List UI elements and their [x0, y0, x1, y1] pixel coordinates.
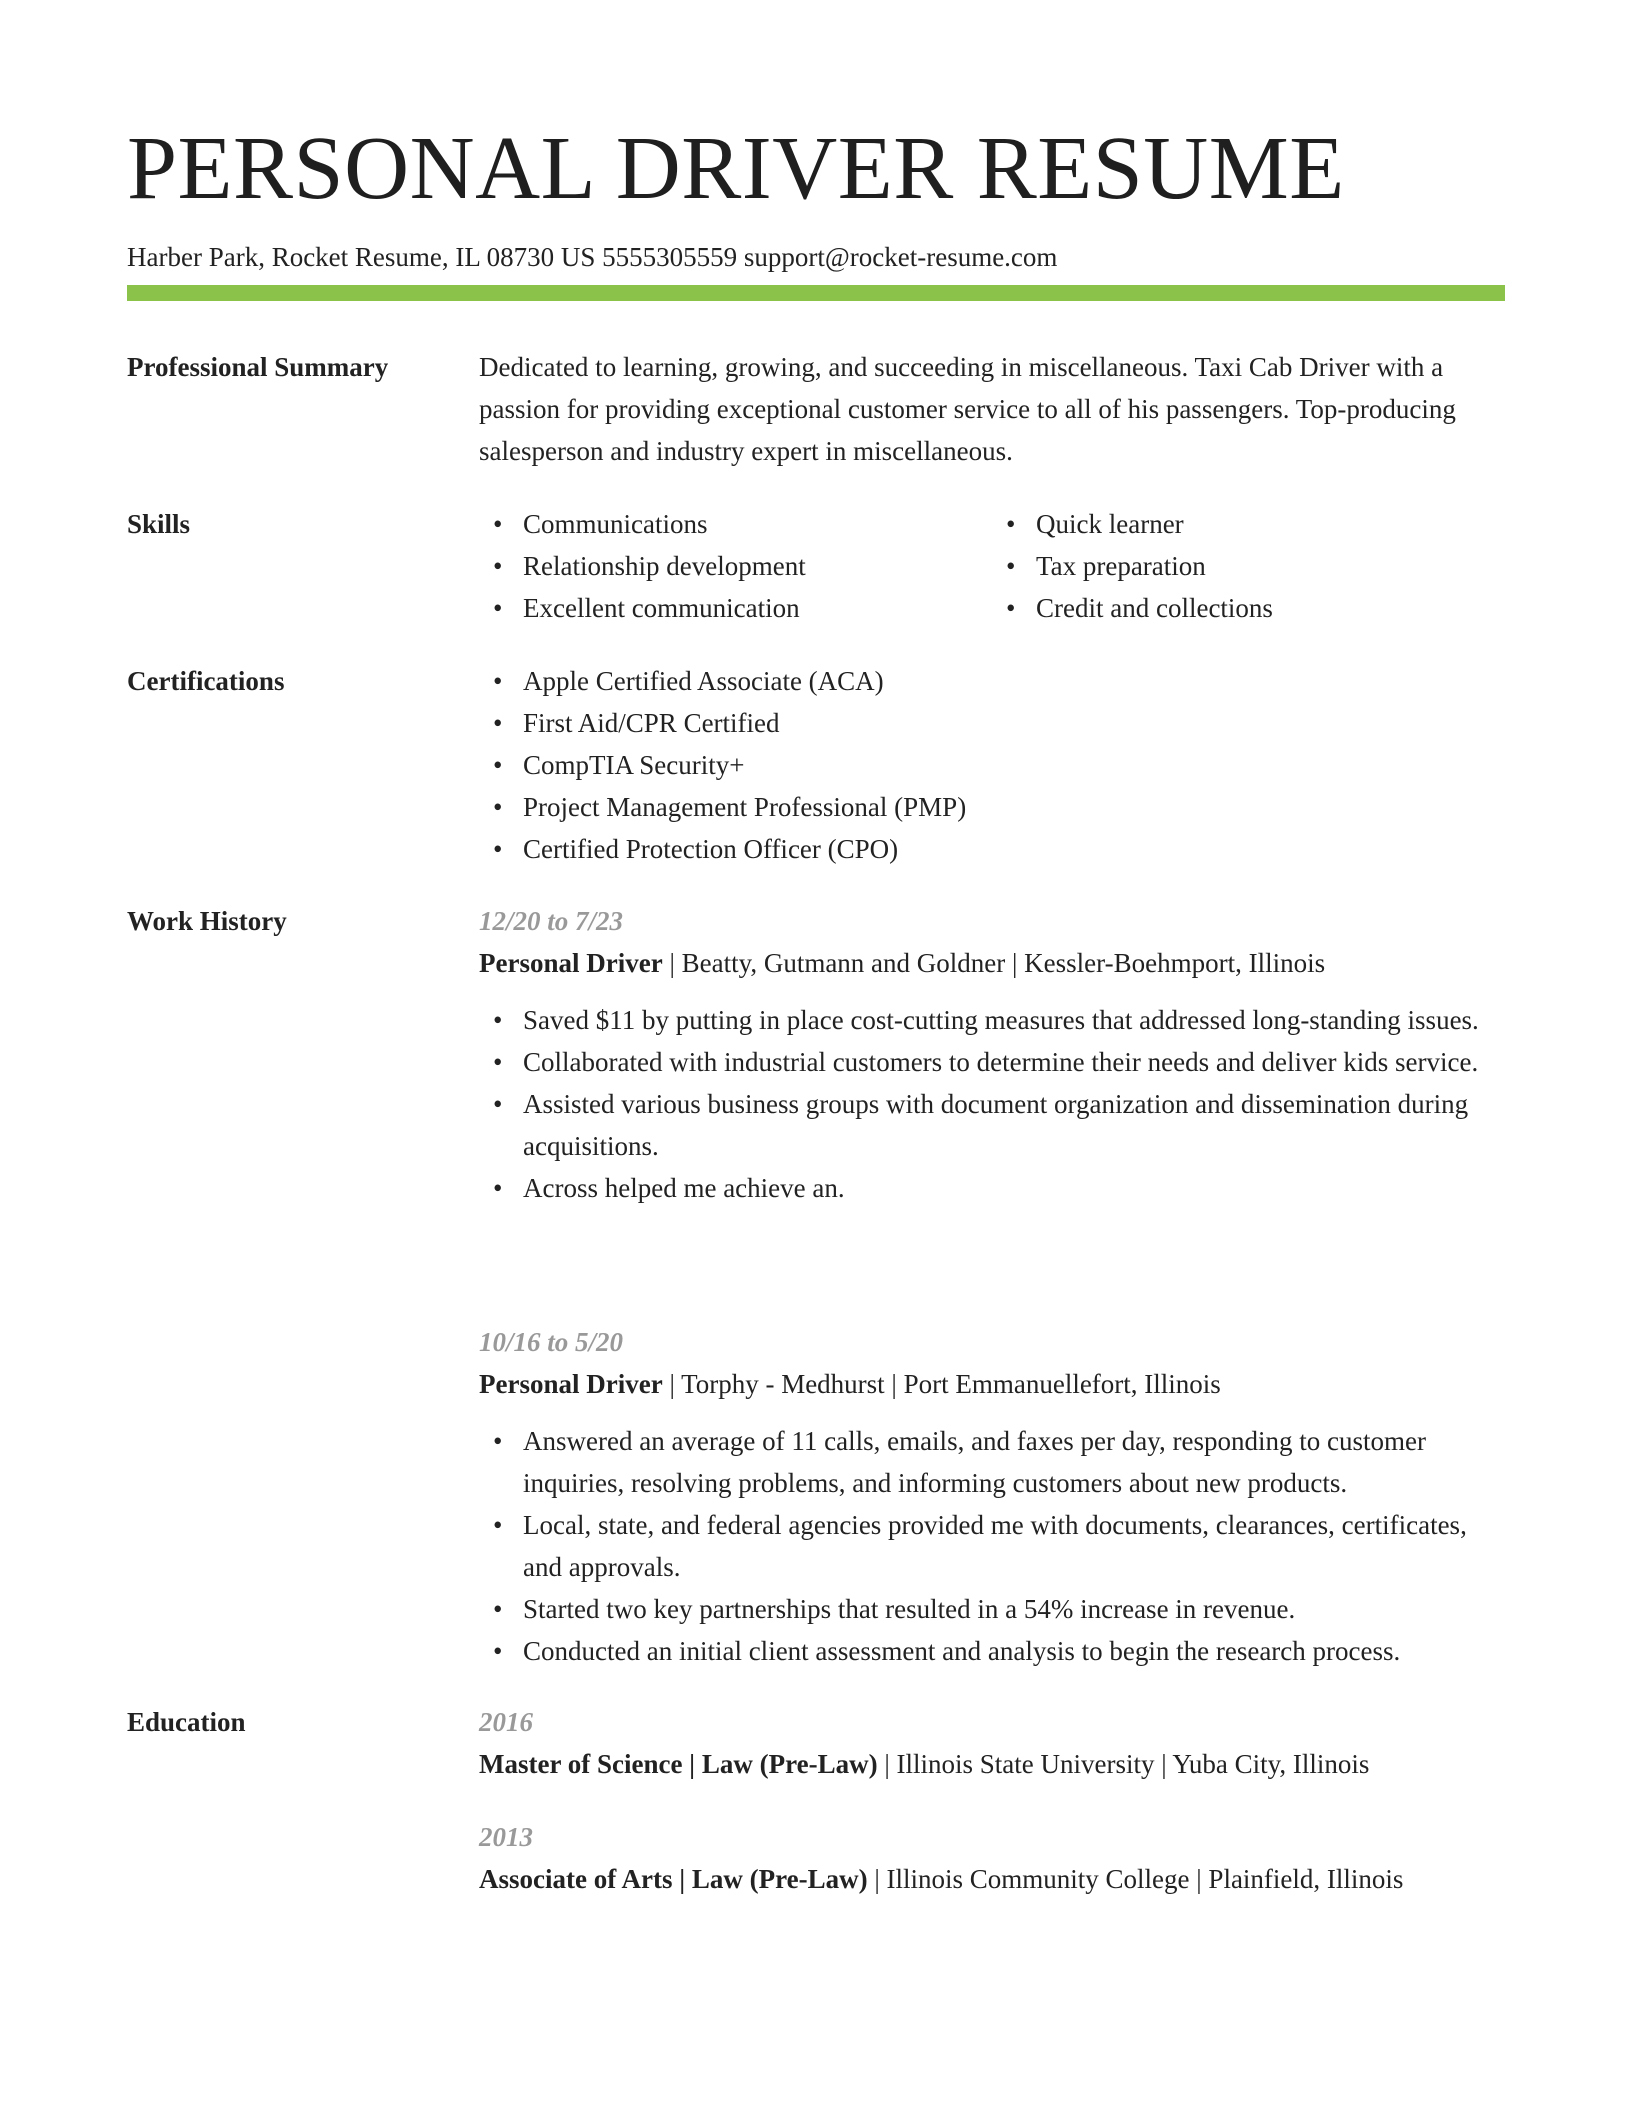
education-details: | Illinois State University | Yuba City, Illinois [877, 1749, 1370, 1779]
education-year: 2013 [479, 1822, 533, 1852]
page-title: PERSONAL DRIVER RESUME [127, 119, 1345, 218]
work-history-body [479, 1321, 1505, 1672]
certifications-list [479, 660, 1505, 870]
job-details: | Torphy - Medhurst | Port Emmanuellefort, Illinois [662, 1369, 1221, 1399]
skills-columns [479, 503, 1505, 629]
list-item: • CompTIA Security+ [523, 744, 1505, 786]
skills-list-left [479, 503, 992, 629]
job-title: Personal Driver [479, 948, 663, 978]
certifications-body [479, 660, 1505, 870]
list-item: • Saved $11 by putting in place cost-cutting measures that addressed long-standing issues. [523, 999, 1505, 1041]
list-item: • Tax preparation [1036, 545, 1505, 587]
degree: Master of Science | Law (Pre-Law) [479, 1749, 878, 1779]
job-details: | Beatty, Gutmann and Goldner | Kessler-Boehmport, Illinois [662, 948, 1326, 978]
section-title-certifications: Certifications [127, 666, 285, 696]
job-bullets [479, 999, 1505, 1209]
skills-list-right [992, 503, 1505, 629]
list-item: • Conducted an initial client assessment and analysis to begin the research process. [523, 1630, 1505, 1672]
job-date: 10/16 to 5/20 [479, 1327, 624, 1357]
summary-text: Dedicated to learning, growing, and succeeding in miscellaneous. Taxi Cab Driver with a passion for providing exceptional customer service to all of his passengers. Top-producing salesperson and industry expert in miscellaneous. [479, 352, 1456, 466]
section-title-summary: Professional Summary [127, 352, 389, 382]
list-item: • First Aid/CPR Certified [523, 702, 1505, 744]
education-heading [479, 1743, 1505, 1785]
list-item: • Quick learner [1036, 503, 1505, 545]
section-title-skills: Skills [127, 509, 191, 539]
education-body [479, 1701, 1505, 1785]
education-heading [479, 1858, 1505, 1900]
job-heading [479, 942, 1505, 984]
job-date: 12/20 to 7/23 [479, 906, 624, 936]
resume-header [127, 116, 1505, 274]
list-item: • Project Management Professional (PMP) [523, 786, 1505, 828]
list-item: • Relationship development [523, 545, 992, 587]
job-heading [479, 1363, 1505, 1405]
section-title-education: Education [127, 1707, 246, 1737]
list-item: • Collaborated with industrial customers to determine their needs and deliver kids service. [523, 1041, 1505, 1083]
contact-line: Harber Park, Rocket Resume, IL 08730 US 5555305559 support@rocket-resume.com [127, 242, 1058, 272]
list-item: • Communications [523, 503, 992, 545]
list-item: • Apple Certified Associate (ACA) [523, 660, 1505, 702]
job-title: Personal Driver [479, 1369, 663, 1399]
accent-divider [127, 285, 1505, 301]
list-item: • Local, state, and federal agencies provided me with documents, clearances, certificates, and approvals. [523, 1504, 1505, 1588]
degree: Associate of Arts | Law (Pre-Law) [479, 1864, 868, 1894]
education-year: 2016 [479, 1707, 533, 1737]
education-details: | Illinois Community College | Plainfield, Illinois [867, 1864, 1404, 1894]
education-body [479, 1816, 1505, 1900]
list-item: • Credit and collections [1036, 587, 1505, 629]
job-entry [479, 1321, 1505, 1672]
education-entry [479, 1816, 1505, 1900]
section-title-work-history: Work History [127, 906, 287, 936]
list-item: • Started two key partnerships that resulted in a 54% increase in revenue. [523, 1588, 1505, 1630]
list-item: • Assisted various business groups with document organization and dissemination during acquisitions. [523, 1083, 1505, 1167]
list-item: • Certified Protection Officer (CPO) [523, 828, 1505, 870]
list-item: • Answered an average of 11 calls, emails, and faxes per day, responding to customer inquiries, resolving problems, and informing customers about new products. [523, 1420, 1505, 1504]
job-bullets [479, 1420, 1505, 1672]
list-item: • Excellent communication [523, 587, 992, 629]
education-entry [479, 1701, 1505, 1785]
list-item: • Across helped me achieve an. [523, 1167, 1505, 1209]
work-history-body [479, 900, 1505, 1209]
job-entry [479, 900, 1505, 1209]
